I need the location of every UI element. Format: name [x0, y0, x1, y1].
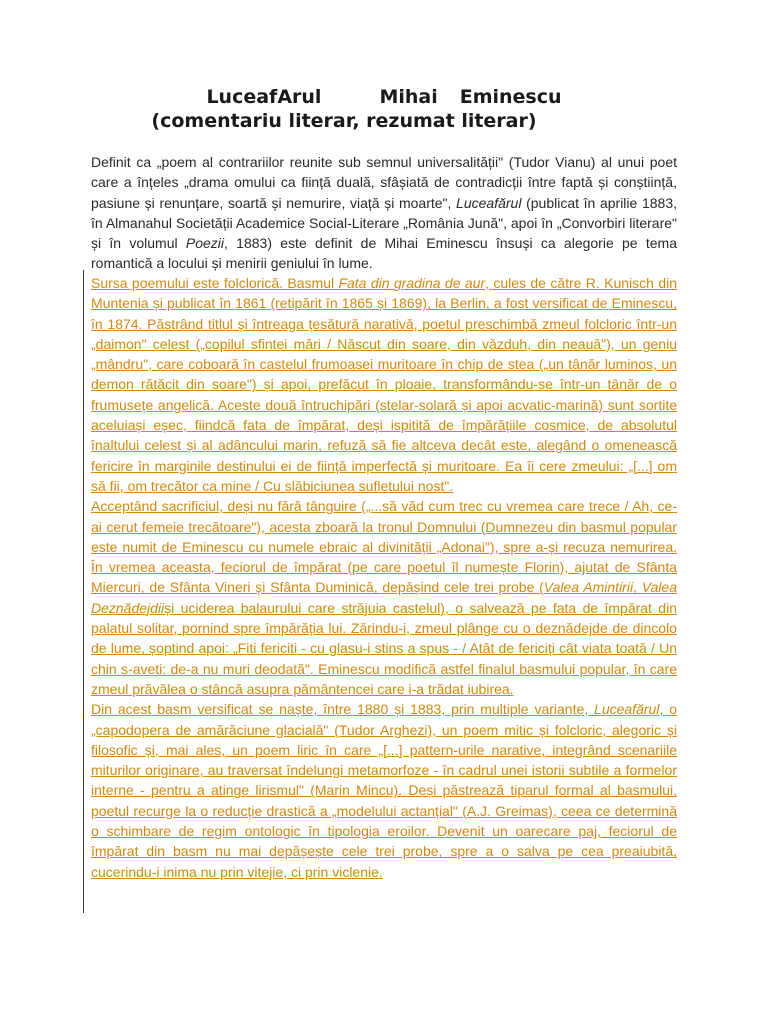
intro-paragraph: Definit ca „poem al contrariilor reunite sub semnul universalității" (Tudor Vianu) al unui poet care a înțeles „drama omului ca ființă duală, sfâșiată de contradicții între faptă și conștiință, pasiune și renunțare, soartă și nemurire, viață și moarte", Luceafărul (publicat în aprilie 1883, în Almanahul Societății Academice Social-Literare „România Jună", apoi în „Convorbiri literare" și în volumul Poezii, 1883) este definit de Mihai Eminescu însuși ca alegorie pe tema romantică a locului și menirii geniului în lume.	[91, 154, 677, 272]
document-title	[0, 86, 768, 108]
track-change-bar	[83, 270, 84, 913]
paragraph-sacrifice: Acceptând sacrificiul, deși nu fără tânguire („...să văd cum trec cu vremea care trece / Ah, ce-ai cerut femeie trecătoare"), acesta zboară la tronul Domnului (Dumnezeu din basmul popular este numit de Eminescu cu numele ebraic al divinității „Adonai"), spre a-și recuza nemurirea. În vremea aceasta, feciorul de împărat (pe care poetul îl numește Florin), ajutat de Sfânta Miercuri, de Sfânta Vineri și Sfânta Duminică, depășind cele trei probe (Valea Amintirii, Valea Deznădejdiiși uciderea balaurului care străjuia castelul), o salvează pe fata de împărat din palatul solitar, pornind spre împărăția lui. Zărindu-i, zmeul plânge cu o deznădejde de dincolo de lume, șoptind apoi: „Fiti fericiti - cu glasu-i stins a spus - / Atât de fericiți cât viata toată / Un chin s-aveti: de-a nu muri deodată". Eminescu modifică astfel finalul basmului popular, în care zmeul prăvălea o stâncă asupra pământencei care i-a trădat iubirea.	[91, 498, 678, 697]
document-subtitle: (comentariu literar, rezumat literar)	[151, 110, 537, 132]
title-word-mihai: Mihai	[379, 86, 438, 108]
title-word-luceafarul: LuceafArul	[206, 86, 322, 108]
paragraph-genesis: Din acest basm versificat se naște, între 1880 și 1883, prin multiple variante, Luceafărul, o „capodopera de amărăciune glacială" (Tudor Arghezi), un poem mitic și folcloric, alegoric și filosofic și, mai ales, un poem liric în care „[...] pattern-urile narative, integrând scenariile miturilor originare, au traversat îndelungi metamorfoze - în cadrul unei istorii subtile a formelor interne - pentru a atinge lirismul" (Marin Mincu). Deși păstrează tiparul formal al basmului, poetul recurge la o reducție drastică a „modelului actanțial" (A.J. Greimas), ceea ce determină o schimbare de regim ontologic în tipologia eroilor. Devenit un oarecare paj, feciorul de împărat din basm nu mai depășește cele trei probe, spre a o salva pe cea preaiubită, cucerindu-i inima nu prin vitejie, ci prin viclenie.	[91, 701, 677, 880]
tracked-changes-block	[91, 273, 677, 882]
title-word-eminescu: Eminescu	[459, 86, 562, 108]
paragraph-source: Sursa poemului este folclorică. Basmul Fata din gradina de aur, cules de către R. Kunisch din Muntenia și publicat în 1861 (retipărit în 1865 și 1869), la Berlin, a fost versificat de Eminescu, în 1874. Păstrând titlul și întreaga țesătură narativă, poetul preschimbă zmeul folcloric într-un „daimon" celest („copilul sfintei mări / Născut din soare, din văzduh, din neauă"), un geniu „mândru", care coboară în castelul frumoasei muritoare în chip de stea („un tânăr luminos, un demon rătăcit din soare") și apoi, prefăcut în ploaie, transformându-se într-un tânăr de o frumusețe angelică. Aceste două întruchipări (stelar-solară și apoi acvatic-marină) sunt sortite aceluiași eșec, fiindcă fata de împărat, deși ispitită de împărățiile cosmice, de absolutul înaltului celest și al adâncului marin, refuză să fie altceva decât este, alegând o omenească fericire în marginile destinului ei de ființă imperfectă și muritoare. Ea îi cere zmeului: „[...] om să fii, om trecător ca mine / Cu slăbiciunea sufletului nost".	[91, 275, 678, 494]
